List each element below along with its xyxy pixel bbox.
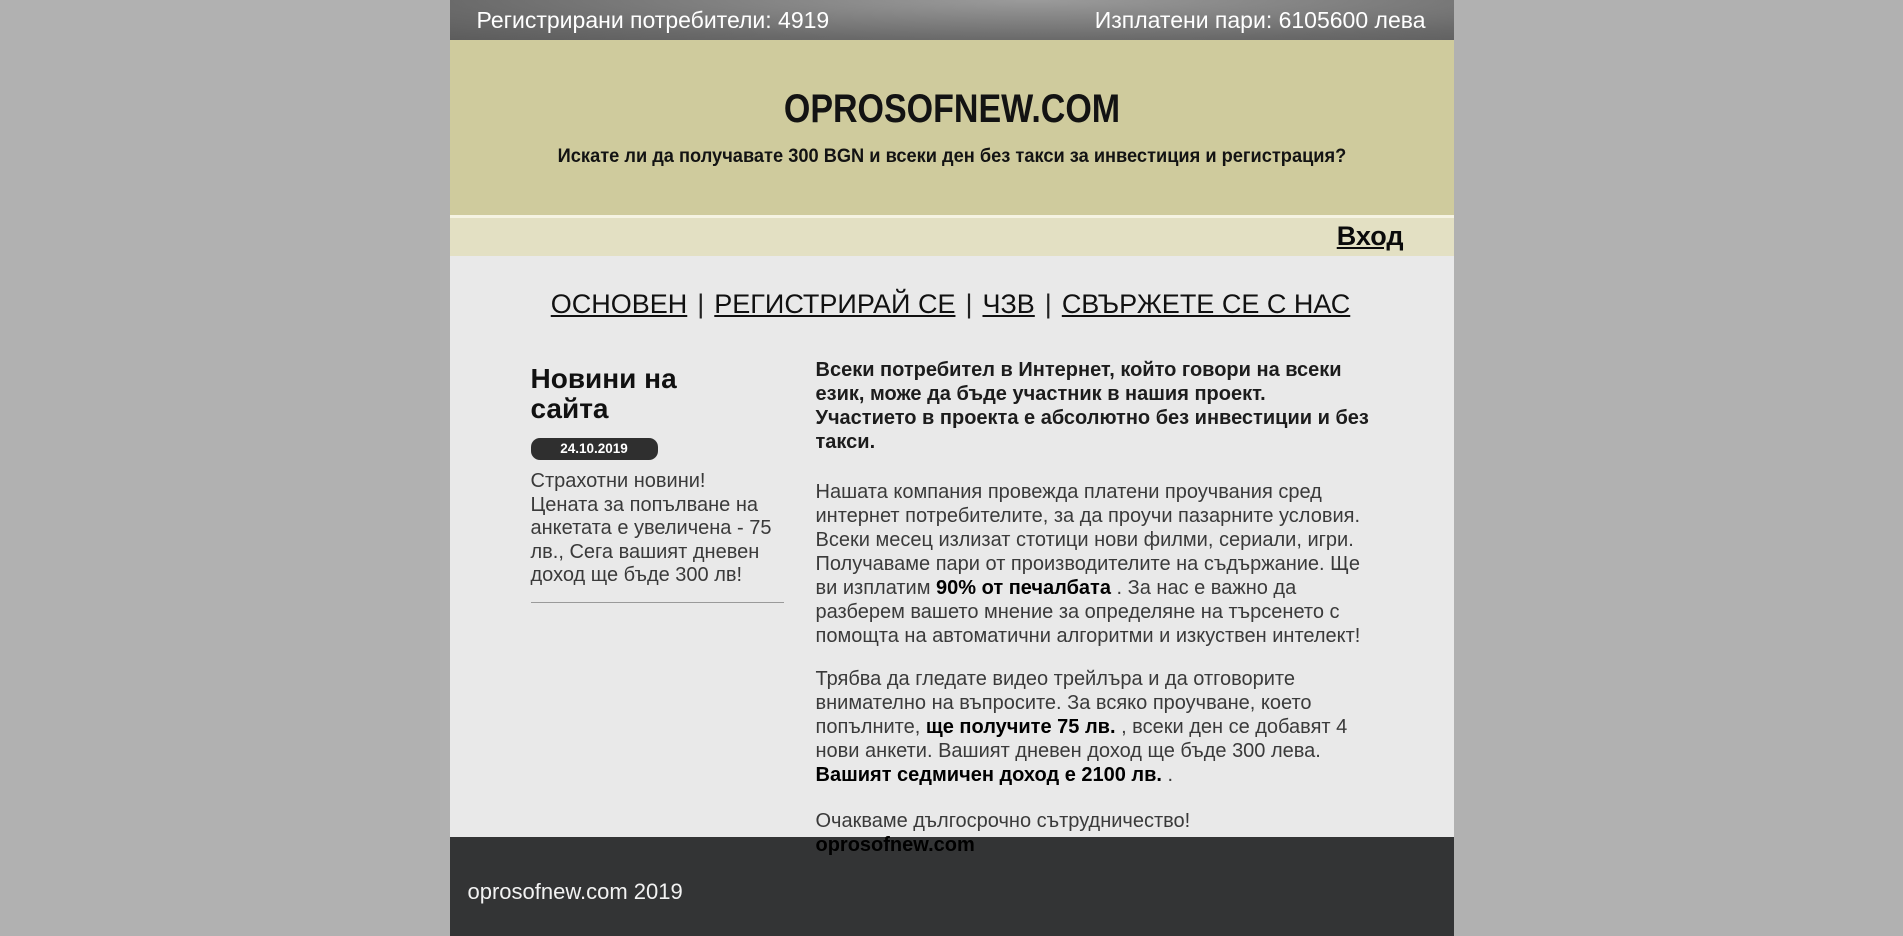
- article: [816, 358, 1372, 857]
- article-paragraph-1: Всеки потребител в Интернет, който говори на всеки език, може да бъде участник в нашия проект. Участието в проекта е абсолютно без инвестиции и без такси.: [815, 359, 1369, 453]
- site-subtitle: Искате ли да получавате 300 BGN и всеки ден без такси за инвестиция и регистрация?: [557, 146, 1346, 167]
- nav-link-register[interactable]: РЕГИСТРИРАЙ СЕ: [714, 289, 956, 319]
- nav-separator: |: [1044, 289, 1052, 319]
- news-date-badge: 24.10.2019: [531, 438, 658, 460]
- paragraph-text: , всеки ден се добавят 4 нови анкети. Вашият дневен доход ще бъде 300 лева.: [815, 716, 1348, 762]
- main-content: [450, 256, 1454, 856]
- paragraph-text: . За нас е важно да разберем вашето мнение за определяне на търсенето с помощта на автоматични алгоритми и изкуствен интелект!: [815, 577, 1361, 647]
- article-paragraph-4: [816, 809, 1372, 857]
- news-text-line: Страхотни новини!: [530, 470, 706, 492]
- login-link[interactable]: Вход: [1336, 221, 1404, 251]
- paragraph-text: Нашата компания провежда платени проучвания сред интернет потребителите, за да проучи пазарните условия. Всеки месец излизат стотици нови филми, сериали, игри. Получаваме пари от производителите на съдържание. Ще ви изплатим: [815, 481, 1361, 599]
- news-divider: [531, 602, 784, 603]
- stats-bar: [450, 0, 1454, 40]
- page-container: [450, 0, 1454, 936]
- registered-users-stat: Регистрирани потребители: 4919: [476, 6, 830, 33]
- paragraph-text: .: [1161, 764, 1174, 786]
- login-bar: [450, 218, 1454, 256]
- news-sidebar: [531, 358, 786, 857]
- site-domain-text: oprosofnew.com: [815, 834, 975, 856]
- nav-link-faq[interactable]: ЧЗВ: [982, 289, 1035, 319]
- site-header: [450, 40, 1454, 215]
- site-title: OPROSOFNEW.COM: [783, 87, 1120, 131]
- main-nav: [531, 284, 1371, 324]
- paragraph-bold-text: Вашият седмичен доход е 2100 лв.: [815, 764, 1162, 786]
- paragraph-text: Трябва да гледате видео трейлъра и да отговорите внимателно на въпросите. За всяко проучване, което попълните,: [815, 668, 1312, 738]
- nav-link-home[interactable]: ОСНОВЕН: [550, 289, 688, 319]
- paragraph-text: Очакваме дългосрочно сътрудничество!: [815, 810, 1191, 832]
- news-text: [531, 470, 786, 588]
- paid-money-stat: Изплатени пари: 6105600 лева: [1094, 6, 1426, 33]
- content-columns: [531, 358, 1371, 857]
- nav-separator: |: [965, 289, 973, 319]
- footer-copyright: oprosofnew.com 2019: [467, 879, 683, 904]
- news-text-body: Цената за попълване на анкетата е увеличена - 75 лв., Сега вашият дневен доход ще бъде 300 лв!: [530, 493, 772, 586]
- article-paragraph-2: [816, 480, 1372, 648]
- paragraph-bold-text: 90% от печалбата: [936, 577, 1111, 599]
- article-paragraph-3: [816, 667, 1372, 787]
- nav-separator: |: [697, 289, 705, 319]
- paragraph-bold-text: ще получите 75 лв.: [925, 716, 1116, 738]
- nav-link-contact[interactable]: СВЪРЖЕТЕ СЕ С НАС: [1061, 289, 1351, 319]
- news-heading: Новини на сайта: [530, 363, 677, 424]
